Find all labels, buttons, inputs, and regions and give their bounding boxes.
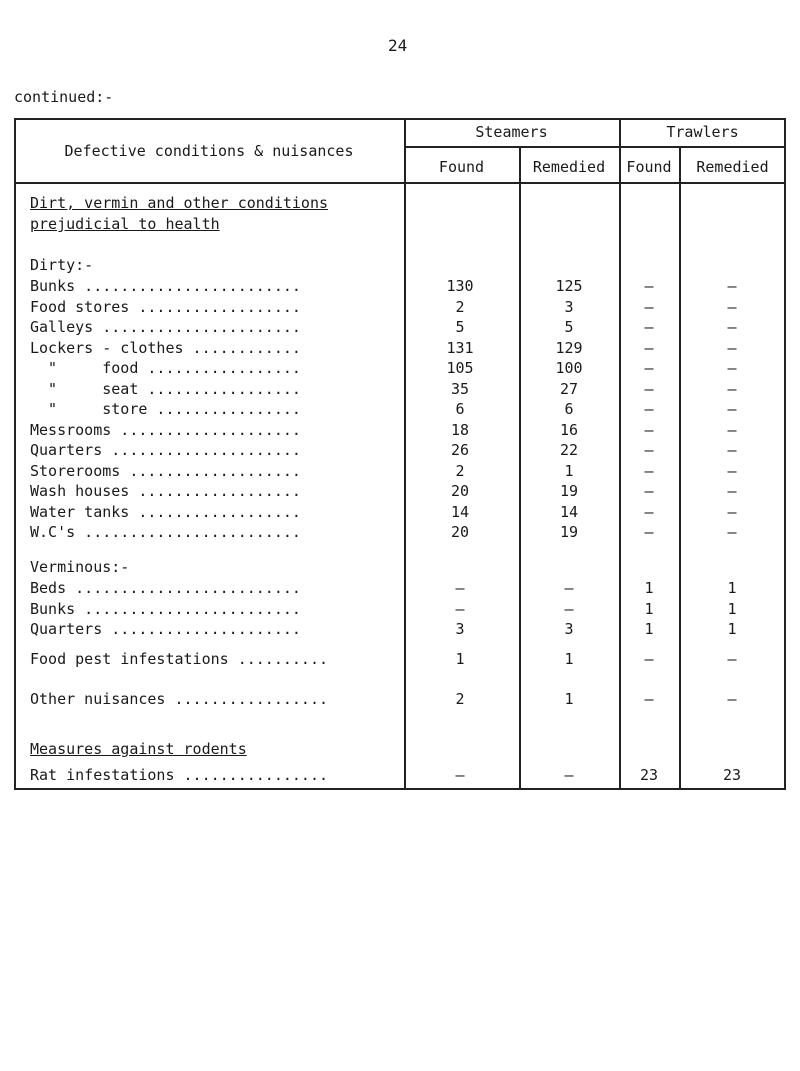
steamers-found-cell: 2 (455, 690, 465, 708)
trawlers-remedied-cell: – (727, 379, 737, 398)
trawlers-remedied-cell: – (727, 502, 737, 521)
steamers-remedied-cell: 16 (559, 420, 579, 439)
trawlers-remedied-cell: – (727, 338, 737, 357)
trawlers-found-cell: – (644, 690, 654, 708)
trawlers-remedied-cell: – (727, 461, 737, 480)
steamers-found-cell: 1 (455, 650, 465, 668)
steamers-remedied-cell: 19 (559, 523, 579, 541)
row-label: Storerooms ................... (30, 461, 301, 480)
trawlers-found-cell: – (644, 502, 654, 521)
header-steamers-remedied: Remedied (532, 158, 606, 176)
row-label: " food ................. (30, 359, 301, 377)
steamers-found-cell: 20 (450, 523, 470, 541)
table-row (0, 579, 800, 600)
trawlers-found-cell: – (644, 441, 654, 459)
header-trawlers-found: Found (626, 158, 672, 176)
table-row (0, 380, 800, 401)
trawlers-found-cell: – (644, 400, 654, 418)
row-label: Bunks ........................ (30, 277, 301, 295)
steamers-found-cell: 2 (455, 297, 465, 316)
trawlers-found-cell: – (644, 277, 654, 295)
steamers-remedied-cell: 22 (559, 441, 579, 459)
trawlers-found-cell: – (644, 523, 654, 541)
steamers-remedied-cell: – (564, 579, 574, 597)
table-row (0, 359, 800, 380)
steamers-found-cell: 2 (455, 461, 465, 480)
steamers-found-cell: – (455, 766, 465, 784)
trawlers-remedied-cell: – (727, 441, 737, 459)
steamers-remedied-cell: 19 (559, 482, 579, 500)
trawlers-remedied-cell: – (727, 690, 737, 708)
steamers-found-cell: – (455, 599, 465, 618)
steamers-remedied-cell: – (564, 599, 574, 618)
table-row (0, 766, 800, 787)
steamers-found-cell: 131 (446, 338, 474, 357)
trawlers-found-cell: – (644, 379, 654, 398)
steamers-found-cell: 105 (446, 359, 474, 377)
header-trawlers: Trawlers (666, 123, 739, 141)
table-row (0, 503, 800, 524)
trawlers-found-cell: – (644, 359, 654, 377)
trawlers-remedied-cell: 1 (727, 599, 737, 618)
trawlers-found-cell: 23 (639, 766, 659, 784)
trawlers-found-cell: – (644, 482, 654, 500)
section-dirt-vermin-line2: prejudicial to health (30, 215, 220, 233)
steamers-found-cell: 5 (455, 318, 465, 336)
steamers-found-cell: 35 (450, 379, 470, 398)
row-label: Galleys ...................... (30, 318, 301, 336)
steamers-found-cell: 14 (450, 502, 470, 521)
header-conditions: Defective conditions & nuisances (64, 142, 354, 160)
trawlers-found-cell: 1 (644, 579, 654, 597)
trawlers-remedied-cell: – (727, 400, 737, 418)
row-label: Other nuisances ................. (30, 690, 329, 708)
section-measures-against-rodents: Measures against rodents (30, 740, 247, 758)
trawlers-found-cell: – (644, 461, 654, 480)
steamers-found-cell: – (455, 579, 465, 597)
row-label: " store ................ (30, 400, 301, 418)
row-label: Quarters ..................... (30, 441, 301, 459)
table-row (0, 523, 800, 544)
trawlers-remedied-cell: – (727, 523, 737, 541)
steamers-found-cell: 26 (450, 441, 470, 459)
table-row (0, 600, 800, 621)
row-label: Food pest infestations .......... (30, 650, 329, 668)
row-label: " seat ................. (30, 379, 301, 398)
table-row (0, 339, 800, 360)
row-label: Water tanks .................. (30, 502, 301, 521)
row-label: Quarters ..................... (30, 620, 301, 638)
table-row (0, 690, 800, 711)
header-trawlers-remedied: Remedied (696, 158, 769, 176)
header-rule (404, 146, 786, 148)
trawlers-found-cell: – (644, 318, 654, 336)
header-steamers-found: Found (438, 158, 485, 176)
trawlers-remedied-cell: – (727, 420, 737, 439)
steamers-remedied-cell: 100 (555, 359, 583, 377)
steamers-remedied-cell: 1 (564, 461, 574, 480)
steamers-remedied-cell: 1 (564, 650, 574, 668)
table-row (0, 277, 800, 298)
row-label: Wash houses .................. (30, 482, 301, 500)
trawlers-found-cell: – (644, 338, 654, 357)
trawlers-remedied-cell: – (727, 277, 737, 295)
row-label: Messrooms .................... (30, 420, 301, 439)
trawlers-found-cell: – (644, 420, 654, 439)
trawlers-remedied-cell: – (727, 650, 737, 668)
steamers-remedied-cell: 14 (559, 502, 579, 521)
table-row (0, 650, 800, 671)
steamers-found-cell: 3 (455, 620, 465, 638)
row-label: Beds ......................... (30, 579, 301, 597)
continued-label: continued:- (14, 88, 114, 106)
steamers-remedied-cell: 125 (555, 277, 583, 295)
steamers-found-cell: 20 (450, 482, 470, 500)
page-number: 24 (388, 36, 408, 55)
table-row (0, 462, 800, 483)
subsection-verminous: Verminous:- (30, 558, 130, 576)
steamers-remedied-cell: 3 (564, 297, 574, 316)
steamers-remedied-cell: 5 (564, 318, 574, 336)
steamers-remedied-cell: 6 (564, 400, 574, 418)
table-row (0, 441, 800, 462)
trawlers-found-cell: 1 (644, 620, 654, 638)
trawlers-remedied-cell: – (727, 297, 737, 316)
table-row (0, 620, 800, 641)
steamers-found-cell: 6 (455, 400, 465, 418)
trawlers-remedied-cell: – (727, 318, 737, 336)
trawlers-remedied-cell: 1 (727, 579, 737, 597)
table-row (0, 318, 800, 339)
steamers-found-cell: 18 (450, 420, 470, 439)
header-rule (14, 182, 786, 184)
steamers-found-cell: 130 (446, 277, 474, 295)
section-dirt-vermin-line1: Dirt, vermin and other conditions (30, 194, 329, 212)
table-row (0, 400, 800, 421)
row-label: W.C's ........................ (30, 523, 301, 541)
table-row (0, 298, 800, 319)
trawlers-remedied-cell: – (727, 482, 737, 500)
trawlers-remedied-cell: 1 (727, 620, 737, 638)
trawlers-remedied-cell: 23 (722, 766, 742, 784)
header-steamers: Steamers (475, 123, 548, 141)
trawlers-found-cell: 1 (644, 599, 654, 618)
trawlers-found-cell: – (644, 650, 654, 668)
row-label: Food stores .................. (30, 297, 301, 316)
table-row (0, 421, 800, 442)
subsection-dirty: Dirty:- (30, 256, 94, 274)
table-row (0, 482, 800, 503)
steamers-remedied-cell: 3 (564, 620, 574, 638)
steamers-remedied-cell: – (564, 766, 574, 784)
row-label: Bunks ........................ (30, 599, 301, 618)
steamers-remedied-cell: 1 (564, 690, 574, 708)
trawlers-remedied-cell: – (727, 359, 737, 377)
trawlers-found-cell: – (644, 297, 654, 316)
steamers-remedied-cell: 27 (559, 379, 579, 398)
steamers-remedied-cell: 129 (555, 338, 583, 357)
row-label: Rat infestations ................ (30, 766, 329, 784)
row-label: Lockers - clothes ............ (30, 338, 301, 357)
